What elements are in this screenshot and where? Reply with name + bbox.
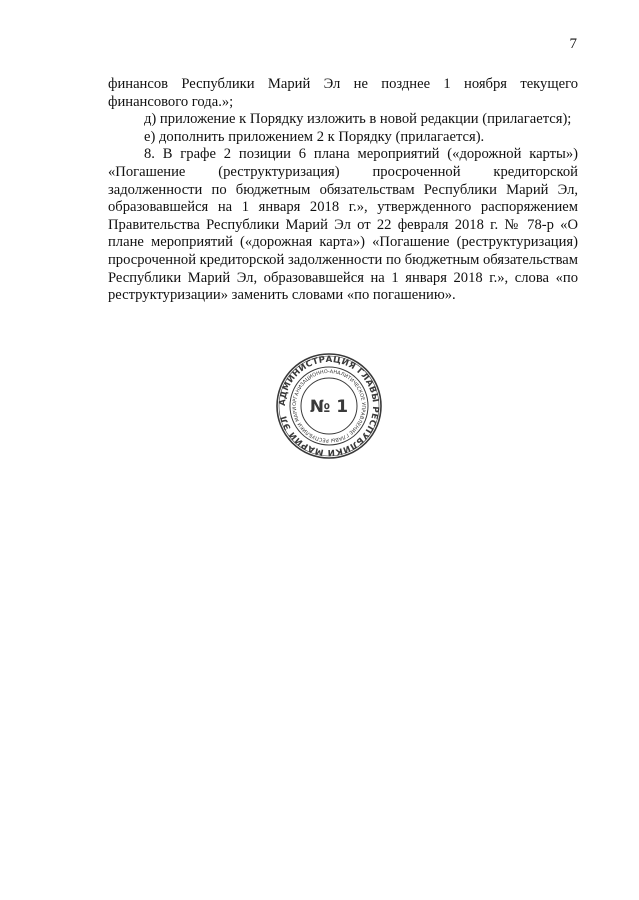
paragraph-item-d: д) приложение к Порядку изложить в новой редакции (прилагается);	[144, 111, 572, 128]
seal-graphic	[275, 352, 383, 460]
document-body	[108, 76, 578, 305]
seal-center-number: № 1	[309, 397, 349, 417]
page-number: 7	[569, 36, 577, 52]
paragraph-continuation: финансов Республики Марий Эл не позднее 1 ноября текущего финансового года.»;	[108, 76, 578, 110]
paragraph-item-e: е) дополнить приложением 2 к Порядку (прилагается).	[144, 128, 485, 145]
paragraph-item-8: 8. В графе 2 позиции 6 плана мероприятий («дорожной карты») «Погашение (реструктуризация) просроченной кредиторской задолженности по бюджетным обязательствам Республики Марий Эл, образовавшейся на 1 января 2018 г.», утвержденного распоряжением Правительства Республики Марий Эл от 22 февраля 2018 г. № 78-р «О плане мероприятий («дорожная карта») «Погашение (реструктуризация) просроченной кредиторской задолженности по бюджетным обязательствам Республики Марий Эл, образовавшейся на 1 января 2018 г.», слова «по реструктуризации» заменить словами «по погашению».	[108, 146, 578, 304]
seal-inner-text: ОРГАНИЗАЦИОННО-АНАЛИТИЧЕСКОЕ УПРАВЛЕНИЕ ГЛАВЫ РЕСПУБЛИКИ МАРИ	[291, 368, 367, 444]
official-seal	[275, 352, 383, 460]
seal-outer-text: АДМИНИСТРАЦИЯ ГЛАВЫ РЕСПУБЛИКИ МАРИЙ ЭЛ	[277, 354, 381, 458]
